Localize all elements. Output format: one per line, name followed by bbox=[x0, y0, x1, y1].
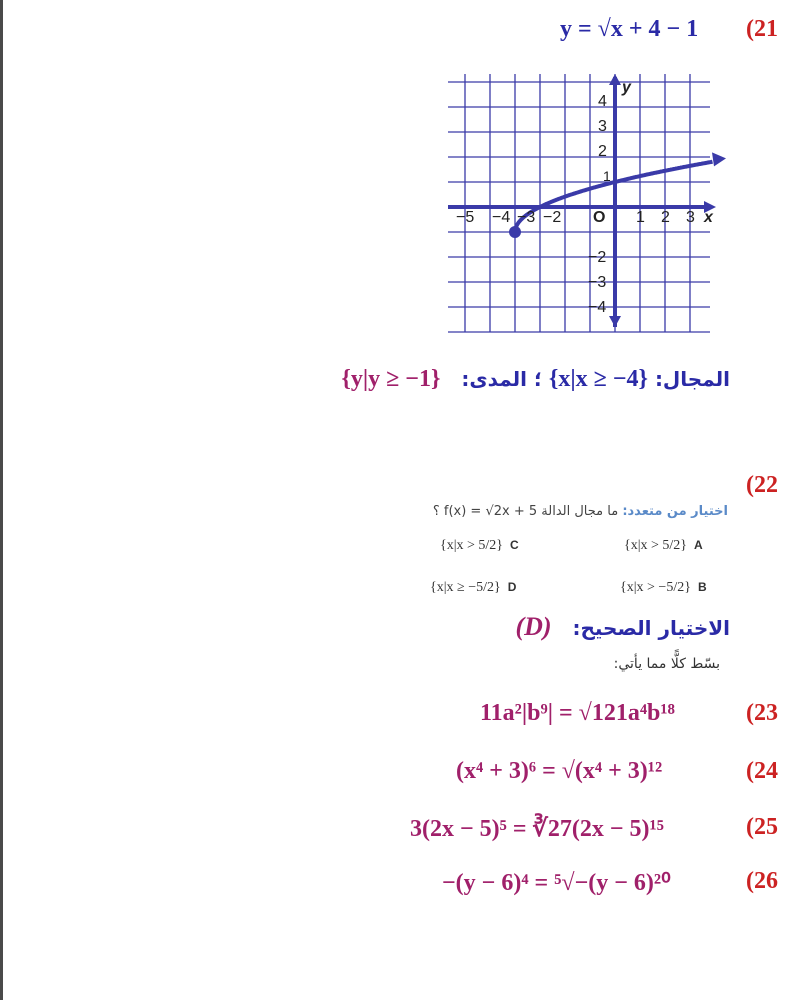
q22-prompt-text: ما مجال الدالة f(x) = √2x + 5 ؟ bbox=[432, 504, 619, 519]
x-axis-label: x bbox=[704, 209, 713, 226]
y-tick-4: 4 bbox=[598, 93, 607, 110]
question-number-22: (22 bbox=[746, 472, 778, 498]
y-tick-neg2: −2 bbox=[588, 249, 607, 266]
y-tick-2: 2 bbox=[598, 143, 607, 160]
option-c-letter: C bbox=[510, 538, 519, 552]
q22-prompt bbox=[433, 504, 728, 519]
correct-answer-label: الاختيار الصحيح: bbox=[572, 616, 730, 640]
q25-equation: 3(2x − 5)⁵ = ∛27(2x − 5)¹⁵ bbox=[410, 816, 664, 842]
q23-equation: 11a²|b⁹| = √121a⁴b¹⁸ bbox=[480, 700, 675, 726]
x-tick-1: 1 bbox=[636, 209, 645, 226]
domain-set: {x|x ≥ −4} bbox=[548, 366, 648, 392]
q21-answer-line bbox=[341, 366, 730, 393]
option-d-letter: D bbox=[507, 580, 517, 594]
q23-rhs: √121a⁴b¹⁸ bbox=[578, 700, 675, 726]
question-number-21: (21 bbox=[746, 16, 778, 42]
y-tick-1: 1 bbox=[603, 168, 611, 184]
question-number-24: (24 bbox=[746, 758, 778, 784]
option-d-text: {x|x ≥ −5/2} bbox=[430, 580, 501, 595]
q26-lhs: −(y − 6)⁴ bbox=[442, 870, 529, 896]
range-label: المدى: bbox=[461, 367, 527, 391]
answer-separator: ؛ bbox=[533, 367, 542, 391]
q25-rhs: ∛27(2x − 5)¹⁵ bbox=[532, 816, 664, 842]
option-c-text: {x|x > 5/2} bbox=[440, 538, 504, 553]
question-number-26: (26 bbox=[746, 868, 778, 894]
x-tick-neg4: −4 bbox=[492, 209, 511, 226]
q25-lhs: 3(2x − 5)⁵ bbox=[410, 816, 507, 842]
multiple-choice-label: اختيار من متعدد: bbox=[622, 504, 728, 519]
q26-rhs: ⁵√−(y − 6)²⁰ bbox=[554, 870, 671, 896]
option-d bbox=[430, 580, 516, 596]
y-tick-neg4: −4 bbox=[588, 299, 607, 316]
origin-label: O bbox=[593, 209, 606, 226]
x-tick-neg5: −5 bbox=[456, 209, 475, 226]
q23-lhs: 11a²|b⁹| bbox=[480, 700, 553, 726]
option-b bbox=[620, 580, 707, 596]
curve-arrow bbox=[712, 152, 726, 166]
q26-equation: −(y − 6)⁴ = ⁵√−(y − 6)²⁰ bbox=[442, 870, 671, 896]
y-axis-arrow-up bbox=[609, 74, 621, 85]
q22-correct-line bbox=[515, 612, 730, 642]
curve-start-point bbox=[509, 226, 521, 238]
option-b-letter: B bbox=[697, 580, 707, 594]
x-tick-neg2: −2 bbox=[543, 209, 562, 226]
x-tick-2: 2 bbox=[661, 209, 670, 226]
q21-equation: y = √x + 4 − 1 bbox=[560, 16, 699, 42]
y-axis-label: y bbox=[622, 79, 631, 96]
option-b-text: {x|x > −5/2} bbox=[620, 580, 691, 595]
option-a bbox=[624, 538, 703, 554]
option-a-letter: A bbox=[694, 538, 703, 552]
correct-answer: (D) bbox=[515, 612, 552, 641]
option-c bbox=[440, 538, 519, 554]
y-tick-3: 3 bbox=[598, 118, 607, 135]
option-a-text: {x|x > 5/2} bbox=[624, 538, 688, 553]
y-axis-arrow-down bbox=[609, 316, 621, 327]
page-border bbox=[0, 0, 3, 1000]
simplify-instruction: بسّط كلًّا مما يأتي: bbox=[613, 656, 720, 672]
x-tick-3: 3 bbox=[686, 209, 695, 226]
x-tick-neg3: −3 bbox=[517, 209, 536, 226]
question-number-23: (23 bbox=[746, 700, 778, 726]
q24-lhs: (x⁴ + 3)⁶ bbox=[456, 758, 537, 784]
q24-equation: (x⁴ + 3)⁶ = √(x⁴ + 3)¹² bbox=[456, 758, 663, 784]
range-set: {y|y ≥ −1} bbox=[341, 366, 441, 392]
y-tick-neg3: −3 bbox=[588, 274, 607, 291]
q24-rhs: √(x⁴ + 3)¹² bbox=[561, 758, 663, 784]
question-number-25: (25 bbox=[746, 814, 778, 840]
domain-label: المجال: bbox=[654, 367, 730, 391]
q21-graph bbox=[448, 72, 728, 334]
